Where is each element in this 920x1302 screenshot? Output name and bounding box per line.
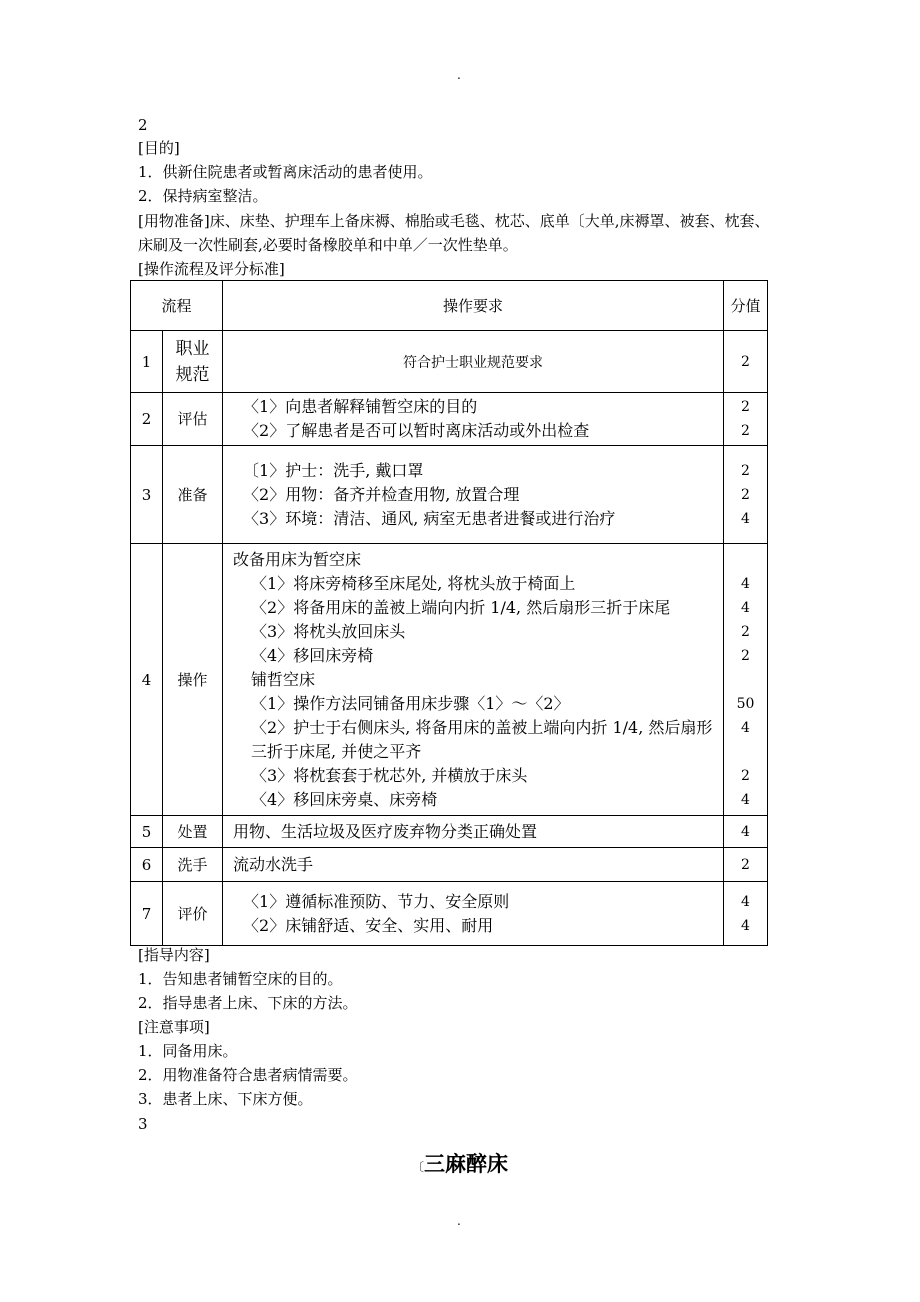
row-requirements	[223, 393, 724, 446]
requirement-text: 铺哲空床	[251, 669, 316, 689]
title-text: 三麻醉床	[424, 1151, 508, 1176]
score-value: 2	[741, 462, 750, 479]
requirement-text: 〈2〉床铺舒适、安全、实用、耐用	[243, 915, 494, 935]
score-value: 2	[741, 423, 750, 439]
table-row	[131, 882, 768, 946]
header-requirement: 操作要求	[223, 281, 724, 331]
row-scores	[724, 331, 768, 393]
next-section-title	[0, 1148, 920, 1178]
score-value: 50	[736, 695, 755, 712]
row-flow: 准备	[163, 446, 223, 544]
table-row	[131, 446, 768, 544]
process-heading: [操作流程及评分标准]	[138, 260, 285, 278]
row-number: 6	[131, 848, 163, 882]
purpose-item: 2．保持病室整洁。	[138, 187, 268, 205]
score-value	[724, 548, 767, 572]
header-dot: .	[457, 68, 461, 82]
score-value: 4	[741, 791, 750, 808]
row-requirements	[223, 544, 724, 816]
row-number: 1	[131, 331, 163, 393]
row-number: 3	[131, 446, 163, 544]
score-value: 4	[741, 719, 750, 736]
section-number: 2	[138, 116, 148, 134]
requirement-text: 〈2〉用物：备齐并检查用物, 放置合理	[243, 484, 520, 504]
notes-item: 1．同备用床。	[138, 1042, 238, 1060]
requirement-text: 流动水洗手	[233, 854, 314, 874]
requirement-text: 〈1〉操作方法同铺备用床步骤〈1〉～〈2〉	[251, 693, 570, 713]
title-bracket: 〔	[411, 1160, 424, 1174]
row-requirements	[223, 882, 724, 946]
requirement-text: 〈3〉将枕头放回床头	[251, 621, 406, 641]
materials-paragraph: [用物准备]床、床垫、护理车上备床褥、棉胎或毛毯、枕芯、底单〔大单,床褥罩、被套、枕套、床刷及一次性刷套,必要时备橡胶单和中单／一次性垫单。	[138, 212, 770, 254]
header-flow: 流程	[131, 281, 223, 331]
table-row	[131, 331, 768, 393]
notes-heading: [注意事项]	[138, 1018, 210, 1036]
requirement-text: 用物、生活垃圾及医疗废弃物分类正确处置	[233, 821, 538, 841]
row-scores	[724, 544, 768, 816]
requirement-text: 〈1〉向患者解释铺暂空床的目的	[243, 397, 478, 416]
row-requirements	[223, 331, 724, 393]
score-value: 4	[741, 575, 750, 592]
requirement-text: 符合护士职业规范要求	[403, 354, 544, 371]
score-value: 2	[741, 647, 750, 664]
row-scores	[724, 882, 768, 946]
requirement-text: 〈3〉环境：清洁、通风, 病室无患者进餐或进行治疗	[243, 508, 616, 528]
requirement-text: 〔1〉护士：洗手, 戴口罩	[243, 460, 424, 480]
row-requirements	[223, 816, 724, 848]
purpose-item: 1．供新住院患者或暂离床活动的患者使用。	[138, 163, 433, 181]
process-table	[130, 280, 768, 946]
requirement-text: 〈2〉了解患者是否可以暂时离床活动或外出检查	[243, 421, 590, 440]
table-row	[131, 848, 768, 882]
score-value: 4	[741, 823, 750, 840]
table-row	[131, 393, 768, 446]
row-flow: 操作	[163, 544, 223, 816]
requirement-text: 〈2〉将备用床的盖被上端向内折 1/4, 然后扇形三折于床尾	[251, 597, 671, 617]
row-number: 5	[131, 816, 163, 848]
row-flow: 评价	[163, 882, 223, 946]
row-number: 2	[131, 393, 163, 446]
score-value: 2	[741, 623, 750, 640]
score-value	[724, 668, 767, 692]
guidance-item: 2．指导患者上床、下床的方法。	[138, 994, 358, 1012]
guidance-item: 1．告知患者铺暂空床的目的。	[138, 970, 343, 988]
score-value: 4	[741, 599, 750, 616]
row-scores	[724, 446, 768, 544]
header-score: 分值	[724, 281, 768, 331]
score-value: 2	[741, 399, 750, 415]
requirement-text: 〈4〉移回床旁桌、床旁椅	[251, 789, 438, 809]
requirement-text: 〈1〉遵循标准预防、节力、安全原则	[243, 891, 510, 911]
requirement-text: 〈3〉将枕套套于枕芯外, 并横放于床头	[251, 765, 528, 785]
score-value: 4	[741, 893, 750, 910]
row-number: 4	[131, 544, 163, 816]
row-flow: 评估	[163, 393, 223, 446]
table-row	[131, 544, 768, 816]
score-value: 2	[741, 856, 750, 873]
row-scores	[724, 393, 768, 446]
row-flow: 职业规范	[163, 331, 223, 393]
score-value: 4	[741, 917, 750, 934]
next-section-number: 3	[138, 1115, 148, 1133]
row-scores	[724, 816, 768, 848]
guidance-heading: [指导内容]	[138, 946, 210, 964]
row-flow: 处置	[163, 816, 223, 848]
requirement-text: 〈1〉将床旁椅移至床尾处, 将枕头放于椅面上	[251, 573, 576, 593]
table-row	[131, 816, 768, 848]
requirement-text: 改备用床为暂空床	[233, 549, 362, 569]
row-scores	[724, 848, 768, 882]
row-flow: 洗手	[163, 848, 223, 882]
row-number: 7	[131, 882, 163, 946]
requirement-text: 〈4〉移回床旁椅	[251, 645, 374, 665]
requirement-text: 〈2〉护士于右侧床头, 将备用床的盖被上端向内折 1/4, 然后扇形三折于床尾, 并使之平齐	[251, 717, 713, 761]
notes-item: 2．用物准备符合患者病情需要。	[138, 1066, 358, 1084]
score-value: 2	[741, 767, 750, 784]
table-header-row	[131, 281, 768, 331]
notes-item: 3．患者上床、下床方便。	[138, 1090, 313, 1108]
footer-dot: .	[457, 1214, 461, 1228]
purpose-heading: [目的]	[138, 139, 180, 157]
score-value	[724, 740, 767, 764]
score-value: 4	[741, 510, 750, 527]
row-requirements	[223, 848, 724, 882]
row-requirements	[223, 446, 724, 544]
score-value: 2	[741, 486, 750, 503]
score-value: 2	[741, 353, 750, 370]
